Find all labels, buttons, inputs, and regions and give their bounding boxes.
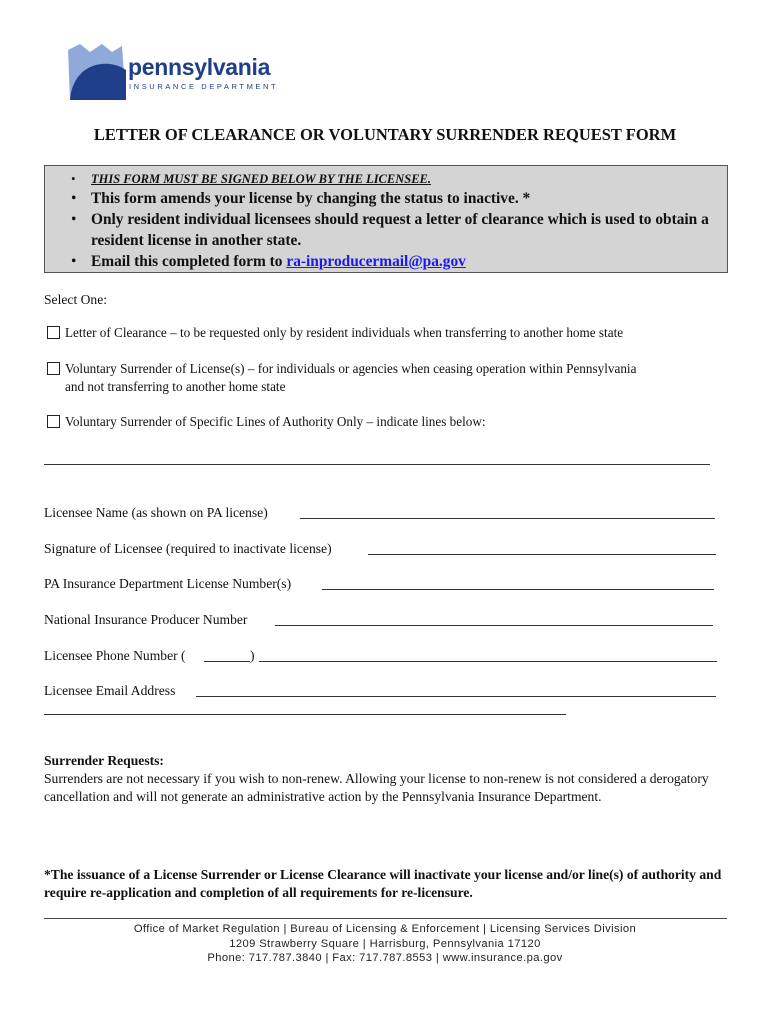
license-number-input[interactable] <box>322 589 714 590</box>
signature-input[interactable] <box>368 554 716 555</box>
notice-box <box>44 165 728 273</box>
email-link[interactable]: ra-inproducermail@pa.gov <box>286 253 466 270</box>
select-one-label: Select One: <box>44 292 108 307</box>
notice-list <box>65 171 717 272</box>
voluntary-surrender-license-checkbox[interactable] <box>47 362 60 375</box>
email-label: Licensee Email Address <box>44 683 176 698</box>
licensee-name-input[interactable] <box>300 518 715 519</box>
phone-paren-close: ) <box>250 648 255 663</box>
notice-signed-line: • THIS FORM MUST BE SIGNED BELOW BY THE LICENSEE. <box>91 171 717 188</box>
voluntary-surrender-license-label: Voluntary Surrender of License(s) – for individuals or agencies when ceasing operation within Pennsylvania <box>65 361 637 376</box>
form-title: LETTER OF CLEARANCE OR VOLUNTARY SURRENDER REQUEST FORM <box>93 125 677 144</box>
email-input[interactable] <box>196 696 716 697</box>
email-input-cont[interactable] <box>44 714 566 715</box>
footer-address-line: 1209 Strawberry Square | Harrisburg, Pennsylvania 17120 <box>229 937 541 950</box>
producer-number-input[interactable] <box>275 625 713 626</box>
surrender-lines-authority-label: Voluntary Surrender of Specific Lines of Authority Only – indicate lines below: <box>65 414 486 429</box>
license-number-label: PA Insurance Department License Number(s) <box>44 576 292 591</box>
phone-label: Licensee Phone Number ( <box>44 648 186 663</box>
lines-of-authority-input[interactable] <box>44 464 710 465</box>
surrender-lines-authority-checkbox[interactable] <box>47 415 60 428</box>
footer-divider <box>44 918 727 919</box>
phone-number-input[interactable] <box>259 661 717 662</box>
surrender-requests-body: Surrenders are not necessary if you wish to non-renew. Allowing your license to non-renew is not considered a derogatory cancellation and will not generate an administrative action by the Pennsylvania Insurance Department. <box>44 771 709 804</box>
footer-office-line: Office of Market Regulation | Bureau of Licensing & Enforcement | Licensing Services Division <box>133 923 637 935</box>
notice-amend-line: • This form amends your license by changing the status to inactive. * <box>91 188 717 209</box>
footer-contact-line: Phone: 717.787.3840 | Fax: 717.787.8553 | www.insurance.pa.gov <box>207 952 563 965</box>
footer <box>0 922 770 966</box>
letter-of-clearance-checkbox[interactable] <box>47 326 60 339</box>
signature-label: Signature of Licensee (required to inactivate license) <box>44 541 332 556</box>
letter-of-clearance-label: Letter of Clearance – to be requested only by resident individuals when transferring to another home state <box>65 325 624 340</box>
surrender-requests-heading: Surrender Requests: <box>44 753 164 768</box>
logo-subtitle: INSURANCE DEPARTMENT <box>129 82 279 91</box>
notice-resident-line: • Only resident individual licensees should request a letter of clearance which is used to obtain a resident license in another state. <box>91 209 717 251</box>
notice-email-line <box>91 251 717 272</box>
voluntary-surrender-license-label-cont: and not transferring to another home state <box>65 379 286 394</box>
notice-email-prefix: Email this completed form to <box>91 253 287 270</box>
logo-wordmark: pennsylvania <box>128 54 271 80</box>
producer-number-label: National Insurance Producer Number <box>44 612 248 627</box>
licensee-name-label: Licensee Name (as shown on PA license) <box>44 505 268 520</box>
phone-area-code-input[interactable] <box>204 661 250 662</box>
issuance-note: *The issuance of a License Surrender or License Clearance will inactivate your license and/or line(s) of authority and require re-application and completion of all requirements for re-licensure. <box>44 867 722 900</box>
